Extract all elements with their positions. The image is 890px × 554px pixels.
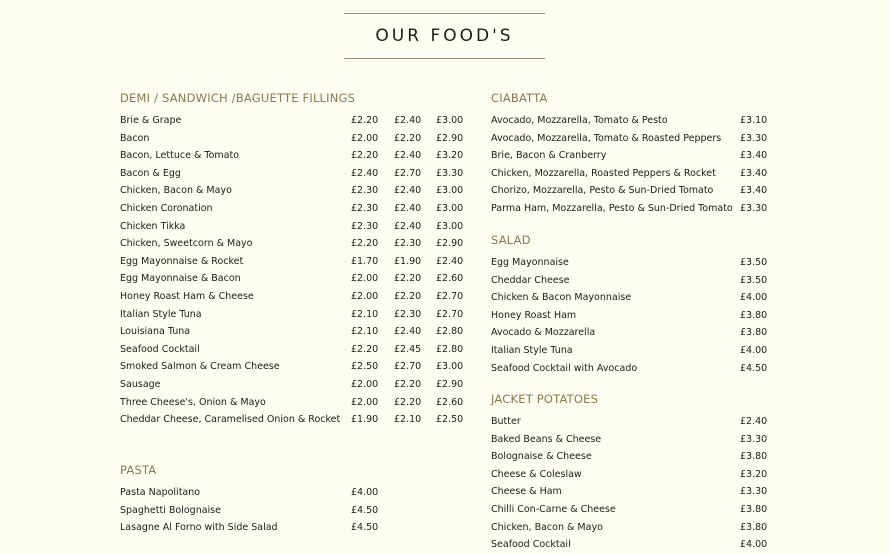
menu-item-price: £3.00 <box>436 361 464 373</box>
menu-item-name: Egg Mayonnaise & Bacon <box>120 273 241 285</box>
menu-item-price: £2.60 <box>436 273 464 285</box>
menu-item-name: Chicken, Bacon & Mayo <box>120 185 232 197</box>
menu-item-price: £3.20 <box>436 150 464 162</box>
menu-item-price: £2.20 <box>394 132 422 144</box>
menu-item-name: Brie, Bacon & Cranberry <box>491 150 607 162</box>
menu-item <box>491 165 781 183</box>
menu-item <box>120 112 470 130</box>
menu-item-name: Chicken Tikka <box>120 220 186 232</box>
menu-item-price: £3.20 <box>740 468 768 480</box>
menu-item-name: Cheese & Ham <box>491 486 562 498</box>
menu-item <box>491 147 781 165</box>
menu-item-price: £3.80 <box>740 503 768 515</box>
menu-list-salad <box>491 254 781 377</box>
menu-item <box>120 484 470 502</box>
menu-item-price: £3.50 <box>740 274 768 286</box>
menu-item-name: Honey Roast Ham <box>491 309 577 321</box>
menu-item <box>120 502 470 520</box>
menu-item <box>491 254 781 272</box>
menu-item <box>491 360 781 378</box>
menu-item-name: Pasta Napolitano <box>120 487 201 498</box>
menu-item-name: Chicken, Mozzarella, Roasted Peppers & Rocket <box>491 167 716 179</box>
menu-item-price: £3.80 <box>740 327 768 339</box>
menu-item-price: £3.80 <box>740 451 768 463</box>
menu-item-price: £2.00 <box>351 273 379 285</box>
menu-item-price: £4.50 <box>351 522 379 534</box>
menu-item-price: £2.30 <box>394 308 422 320</box>
menu-item-price: £2.40 <box>740 416 768 427</box>
menu-item-name: Avocado & Mozzarella <box>491 327 596 339</box>
menu-item-name: Seafood Cocktail <box>120 343 200 355</box>
menu-item-price: £3.80 <box>740 521 768 533</box>
menu-item-name: Avocado, Mozzarella, Tomato & Roasted Peppers <box>491 132 722 144</box>
menu-item-name: Chicken, Bacon & Mayo <box>491 521 603 533</box>
menu-item-name: Cheese & Coleslaw <box>491 468 582 480</box>
menu-item-price: £2.30 <box>351 185 379 197</box>
menu-item-price: £2.00 <box>351 378 379 390</box>
menu-item-price: £2.50 <box>436 414 464 426</box>
section-heading-pasta: PASTA <box>120 463 157 477</box>
menu-item-price: £2.40 <box>394 185 422 197</box>
menu-item-price: £2.20 <box>394 396 422 408</box>
menu-item <box>491 200 781 218</box>
menu-item-price: £3.30 <box>436 167 464 179</box>
menu-item-name: Lasagne Al Forno with Side Salad <box>120 522 278 534</box>
menu-item-name: Bacon, Lettuce & Tomato <box>120 150 240 162</box>
menu-item-price: £2.50 <box>351 361 379 373</box>
menu-item-price: £3.00 <box>436 185 464 197</box>
menu-item <box>120 200 470 218</box>
menu-item-price: £2.30 <box>394 238 422 250</box>
menu-item <box>120 235 470 253</box>
menu-item-price: £3.80 <box>740 309 768 321</box>
menu-item-name: Sausage <box>120 378 161 390</box>
menu-item-price: £2.80 <box>436 326 464 338</box>
menu-item <box>120 341 470 359</box>
menu-item-price: £2.70 <box>436 308 464 320</box>
menu-item-name: Bolognaise & Cheese <box>491 451 592 463</box>
section-pasta <box>120 463 470 537</box>
menu-item-price: £2.40 <box>351 167 379 179</box>
menu-item-price: £3.50 <box>740 257 768 268</box>
menu-item-price: £2.10 <box>351 326 379 338</box>
menu-item <box>120 165 470 183</box>
menu-item-name: Honey Roast Ham & Cheese <box>120 290 254 302</box>
menu-item-price: £2.20 <box>394 378 422 390</box>
menu-item-name: Cheddar Cheese, Caramelised Onion & Rocket <box>120 414 341 426</box>
menu-item <box>120 376 470 394</box>
menu-item-name: Three Cheese's, Onion & Mayo <box>120 396 266 408</box>
menu-item <box>120 182 470 200</box>
menu-item <box>491 324 781 342</box>
menu-item-name: Butter <box>491 416 521 427</box>
menu-item <box>491 501 781 519</box>
menu-item <box>491 536 781 554</box>
menu-item-name: Bacon <box>120 132 150 144</box>
menu-item <box>491 413 781 431</box>
menu-item-price: £2.20 <box>394 273 422 285</box>
menu-item-price: £3.30 <box>740 486 768 498</box>
menu-item <box>491 466 781 484</box>
menu-item-price: £3.40 <box>740 185 768 197</box>
menu-item <box>491 289 781 307</box>
menu-item <box>491 483 781 501</box>
menu-item <box>120 306 470 324</box>
menu-item <box>120 147 470 165</box>
menu-item-price: £2.20 <box>351 115 379 126</box>
menu-item-name: Louisiana Tuna <box>120 326 191 338</box>
menu-item-price: £2.20 <box>351 238 379 250</box>
menu-item-price: £4.00 <box>740 539 768 551</box>
menu-item-price: £2.10 <box>394 414 422 426</box>
menu-item-price: £2.30 <box>351 220 379 232</box>
menu-item-price: £2.20 <box>394 290 422 302</box>
menu-item-price: £4.50 <box>740 362 768 374</box>
menu-item-price: £3.40 <box>740 167 768 179</box>
menu-item-price: £2.40 <box>394 150 422 162</box>
menu-item <box>491 448 781 466</box>
menu-item-name: Chicken & Bacon Mayonnaise <box>491 292 632 304</box>
menu-item-name: Smoked Salmon & Cream Cheese <box>120 361 280 373</box>
menu-item-price: £2.40 <box>436 255 464 267</box>
menu-item-price: £1.90 <box>351 414 379 426</box>
menu-item-name: Egg Mayonnaise <box>491 257 569 268</box>
menu-item-price: £3.00 <box>436 202 464 214</box>
menu-item-price: £2.70 <box>394 167 422 179</box>
menu-item-price: £2.70 <box>394 361 422 373</box>
section-jacket <box>491 392 781 554</box>
menu-item <box>120 519 470 537</box>
section-heading-ciabatta: CIABATTA <box>491 91 548 105</box>
menu-item <box>120 253 470 271</box>
menu-item-price: £2.40 <box>394 115 422 126</box>
menu-item <box>491 182 781 200</box>
menu-item-price: £3.00 <box>436 220 464 232</box>
menu-item-name: Cheddar Cheese <box>491 274 570 286</box>
section-heading-fillings: DEMI / SANDWICH /BAGUETTE FILLINGS <box>120 91 356 105</box>
menu-item-name: Brie & Grape <box>120 115 182 126</box>
menu-item-price: £2.90 <box>436 132 464 144</box>
section-heading-jacket: JACKET POTATOES <box>491 392 599 406</box>
menu-list-pasta <box>120 484 470 537</box>
menu-item <box>120 394 470 412</box>
menu-item-price: £2.90 <box>436 238 464 250</box>
menu-item-name: Italian Style Tuna <box>491 344 573 356</box>
menu-item-price: £2.60 <box>436 396 464 408</box>
menu-item-price: £4.00 <box>740 292 768 304</box>
menu-item-name: Chicken Coronation <box>120 202 213 214</box>
menu-item-price: £2.45 <box>394 343 422 355</box>
menu-item-name: Spaghetti Bolognaise <box>120 504 221 516</box>
menu-item-price: £2.40 <box>394 220 422 232</box>
menu-item-name: Seafood Cocktail with Avocado <box>491 362 638 374</box>
menu-item-price: £2.00 <box>351 132 379 144</box>
menu-item <box>491 431 781 449</box>
menu-item-price: £2.20 <box>351 150 379 162</box>
menu-item-price: £2.00 <box>351 396 379 408</box>
menu-item <box>120 130 470 148</box>
menu-item-name: Chilli Con-Carne & Cheese <box>491 503 616 515</box>
menu-item-price: £2.80 <box>436 343 464 355</box>
menu-list-ciabatta <box>491 112 781 218</box>
menu-item-name: Baked Beans & Cheese <box>491 433 602 445</box>
menu-item-price: £2.10 <box>351 308 379 320</box>
menu-item <box>491 307 781 325</box>
menu-item-price: £4.00 <box>351 487 379 498</box>
menu-item-name: Seafood Cocktail <box>491 539 571 551</box>
menu-item-price: £3.00 <box>436 115 464 126</box>
menu-item-price: £4.50 <box>351 504 379 516</box>
menu-item-price: £2.70 <box>436 290 464 302</box>
menu-item <box>120 270 470 288</box>
section-fillings <box>120 91 470 429</box>
menu-item <box>491 519 781 537</box>
menu-item-name: Chicken, Sweetcorn & Mayo <box>120 238 253 250</box>
menu-item-price: £2.20 <box>351 343 379 355</box>
menu-item-name: Italian Style Tuna <box>120 308 202 320</box>
menu-item <box>491 272 781 290</box>
menu-item-price: £2.40 <box>394 326 422 338</box>
menu-item <box>120 358 470 376</box>
menu-item-name: Parma Ham, Mozzarella, Pesto & Sun-Dried Tomato <box>491 202 733 214</box>
menu-item <box>120 323 470 341</box>
menu-item <box>491 342 781 360</box>
menu-item-price: £2.30 <box>351 202 379 214</box>
menu-item-price: £2.00 <box>351 290 379 302</box>
menu-item-name: Chorizo, Mozzarella, Pesto & Sun-Dried Tomato <box>491 185 714 197</box>
menu-item-price: £3.10 <box>740 115 768 126</box>
menu-item <box>120 218 470 236</box>
section-salad <box>491 233 781 377</box>
menu-item-price: £1.70 <box>351 255 379 267</box>
menu-item-price: £3.40 <box>740 150 768 162</box>
menu-item-price: £4.00 <box>740 344 768 356</box>
menu-item-price: £3.30 <box>740 433 768 445</box>
menu-list-jacket <box>491 413 781 554</box>
menu-list-fillings <box>120 112 470 429</box>
menu-item <box>120 411 470 429</box>
menu-item-price: £1.90 <box>394 255 422 267</box>
page-title-frame <box>344 13 545 59</box>
menu-item-name: Bacon & Egg <box>120 167 181 179</box>
menu-item-price: £2.90 <box>436 378 464 390</box>
menu-item-name: Avocado, Mozzarella, Tomato & Pesto <box>491 115 668 126</box>
menu-item-price: £3.30 <box>740 132 768 144</box>
page-title: OUR FOOD'S <box>375 26 514 46</box>
menu-item-price: £3.30 <box>740 202 768 214</box>
section-heading-salad: SALAD <box>491 233 531 247</box>
menu-item <box>120 288 470 306</box>
menu-item-name: Egg Mayonnaise & Rocket <box>120 255 244 267</box>
section-ciabatta <box>491 91 781 218</box>
menu-item <box>491 130 781 148</box>
menu-item-price: £2.40 <box>394 202 422 214</box>
menu-item <box>491 112 781 130</box>
